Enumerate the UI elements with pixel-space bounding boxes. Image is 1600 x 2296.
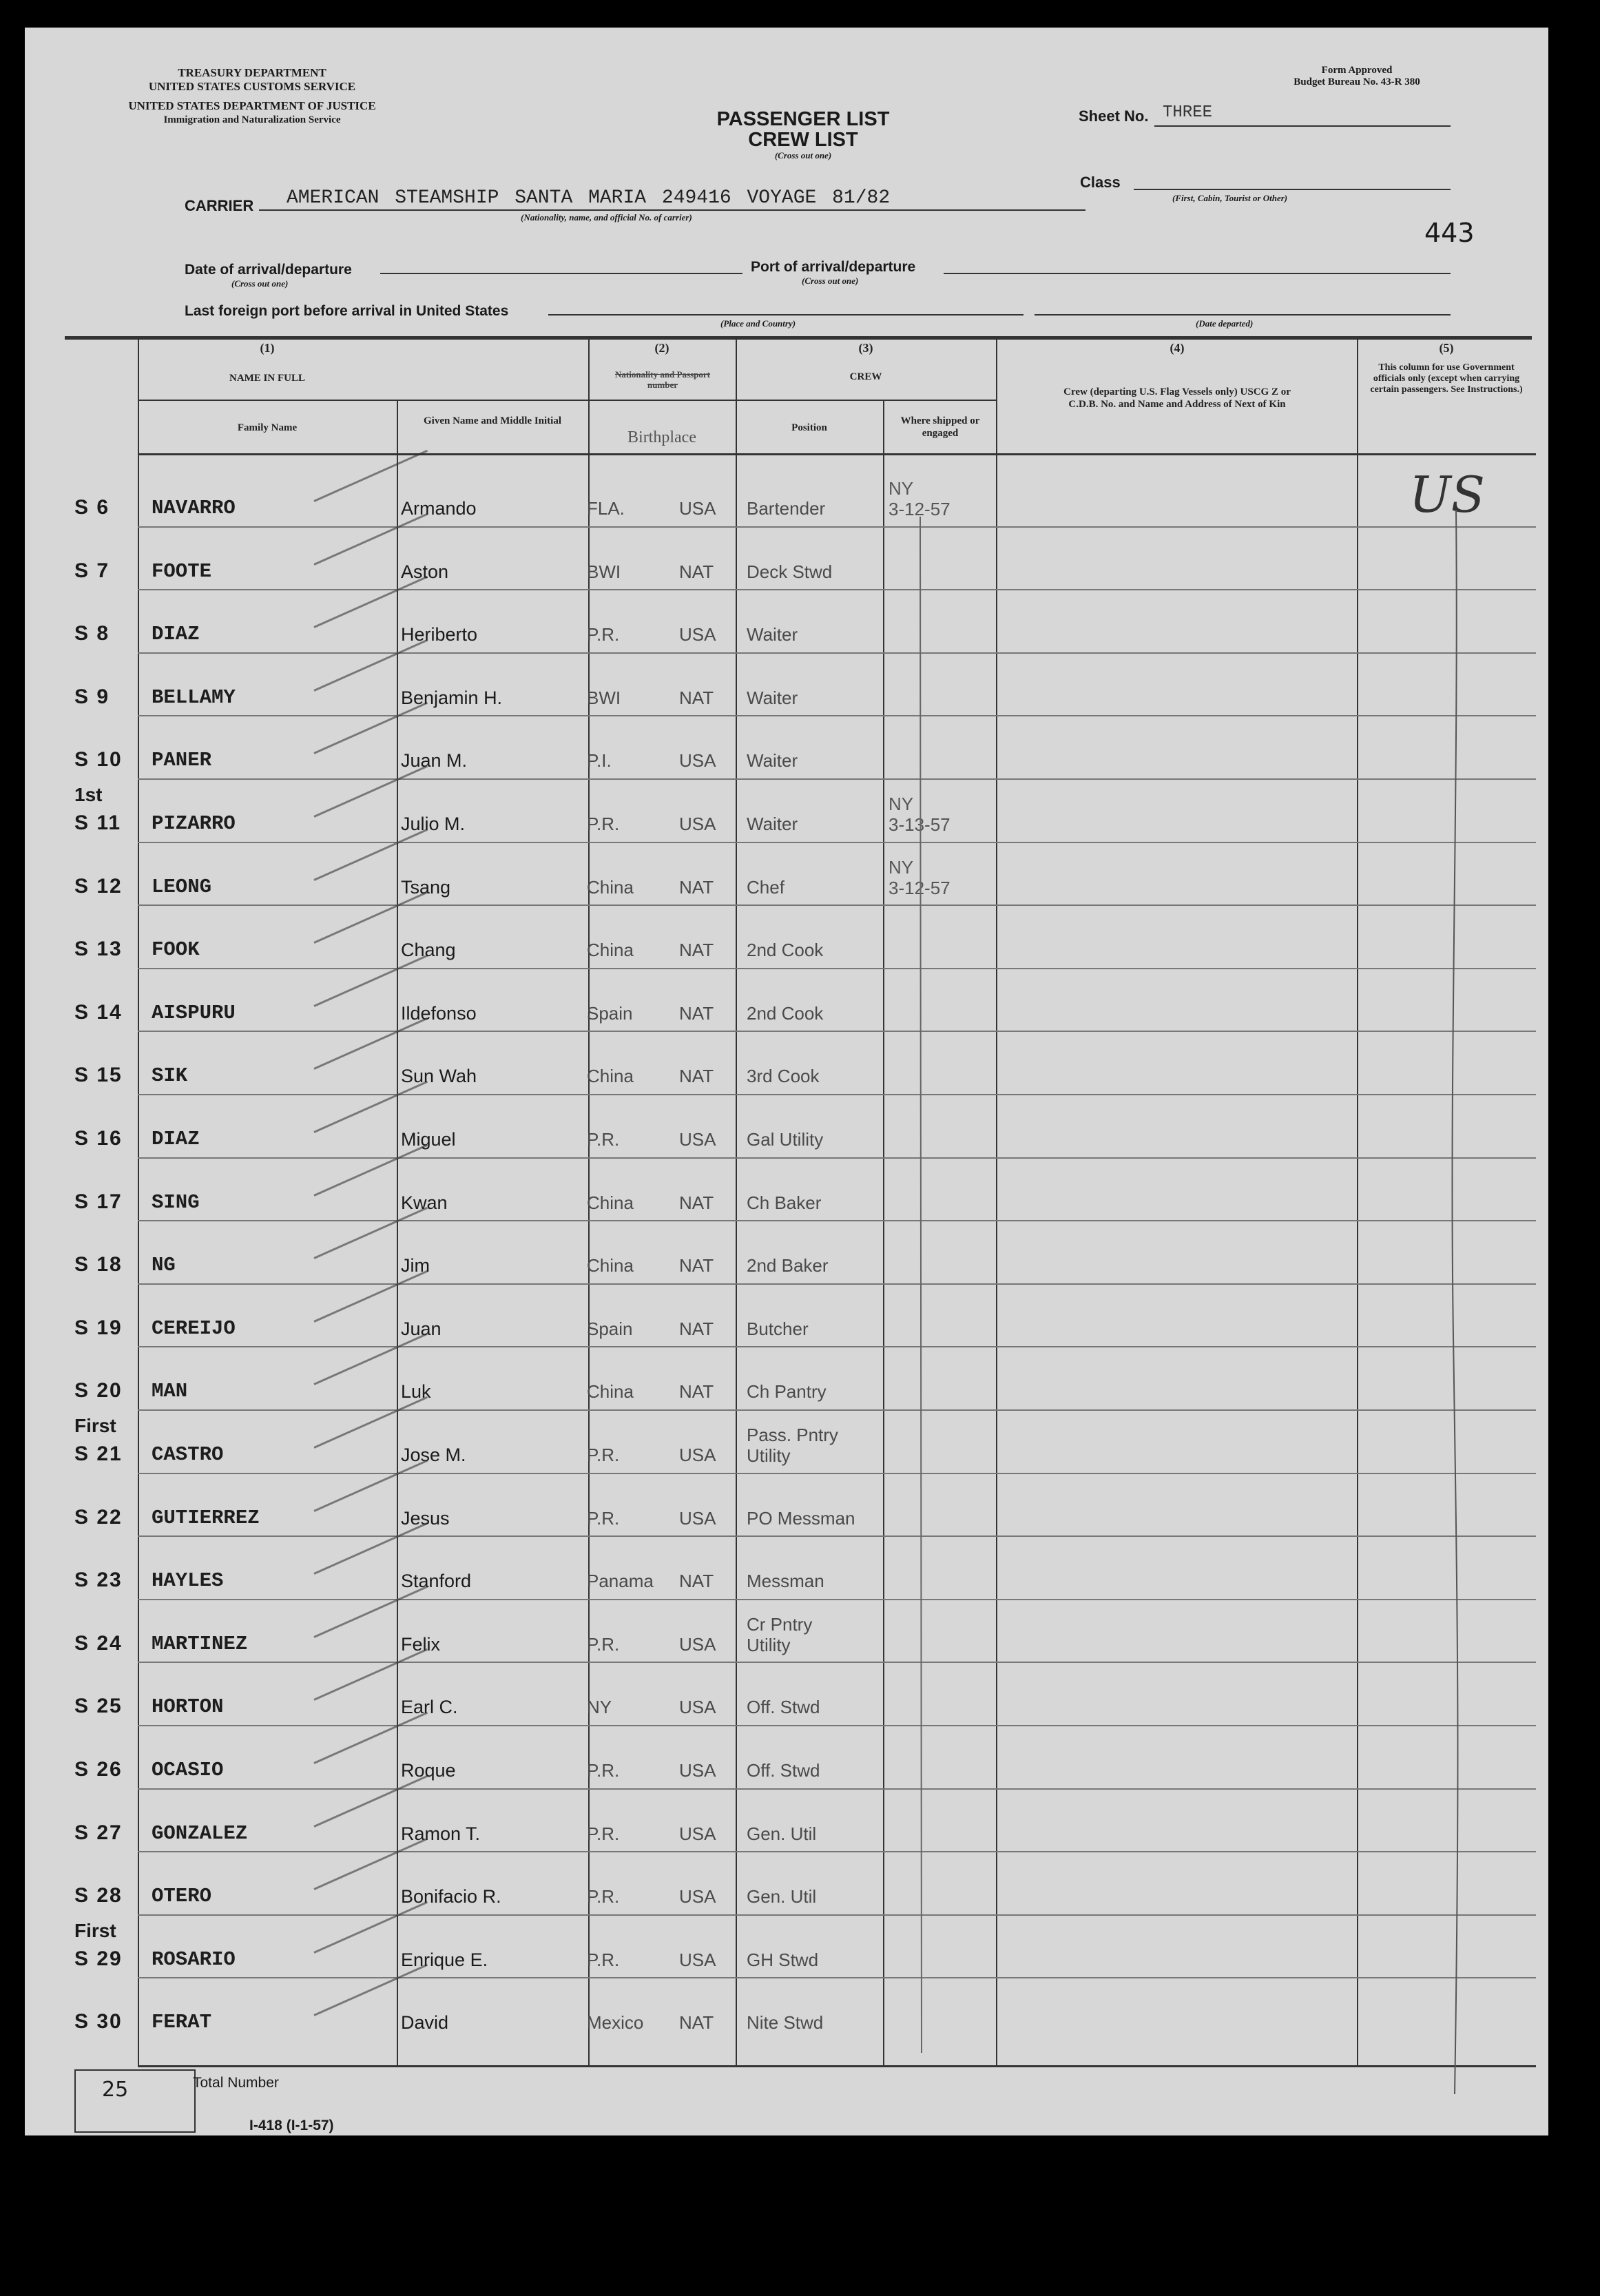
position: Chef [747,876,785,898]
family-name: CEREIJO [152,1316,236,1340]
position: Ch Baker [747,1192,822,1213]
family-name: AISPURU [152,1001,236,1024]
table-row [25,715,1548,778]
table-row [25,652,1548,716]
given-name: Juan M. [401,750,468,772]
nationality: NAT [679,1255,714,1276]
form-id: I-418 (I-1-57) [249,2118,334,2133]
nationality: USA [679,1445,716,1465]
dept-line: UNITED STATES DEPARTMENT OF JUSTICE [128,99,376,112]
col5-number: (5) [1439,341,1454,355]
birthplace: Spain [587,1318,633,1339]
table-row [25,968,1548,1031]
nationality: USA [679,1823,716,1844]
row-divider [138,1725,1536,1726]
nationality: NAT [679,1066,714,1087]
row-divider [138,1157,1536,1159]
given-name: Stanford [401,1571,472,1592]
given-name: Luk [401,1381,431,1403]
col2-birthplace: Birthplace [627,428,696,446]
table-row [25,1473,1548,1536]
table-row [25,1662,1548,1725]
row-divider [138,1851,1536,1852]
approval-block [1254,65,1460,88]
given-name: David [401,2012,449,2034]
table-bottom-border [138,2065,1536,2067]
officials-vertical-line [1444,510,1471,2094]
row-number: S 17 [74,1190,123,1213]
position: 3rd Cook [747,1066,820,1087]
row-note: First [74,1415,116,1436]
family-name: GUTIERREZ [152,1506,260,1529]
col1-title: NAME IN FULL [229,373,305,384]
birthplace: China [587,1255,634,1276]
family-name: NG [152,1254,176,1277]
birthplace: China [587,1381,634,1403]
birthplace: Spain [587,1002,633,1024]
position: Off. Stwd [747,1760,820,1781]
date-departed-note: (Date departed) [1196,318,1254,329]
given-name: Jose M. [401,1445,466,1465]
given-name: Aston [401,561,449,582]
row-number: S 29 [74,1947,123,1970]
birthplace: Mexico [587,2012,644,2034]
row-number: S 11 [74,811,122,834]
nationality: NAT [679,561,714,582]
form-approved: Form Approved [1321,65,1393,76]
table-row [25,1599,1548,1662]
row-divider [138,715,1536,716]
nationality: USA [679,1949,716,1970]
ditto-vertical-line [915,517,928,2053]
family-name: SIK [152,1064,188,1088]
position: Waiter [747,624,798,645]
family-name: MARTINEZ [152,1632,248,1655]
family-name: DIAZ [152,623,200,646]
table-top-border [65,336,1532,340]
position: GH Stwd [747,1949,819,1970]
nationality: USA [679,1760,716,1781]
title-crew: CREW LIST [748,129,858,151]
row-number: S 10 [74,748,123,772]
department-block [114,66,390,127]
table-row [25,526,1548,590]
place-note: (Place and Country) [720,318,796,329]
class-line [1134,189,1451,190]
position: Nite Stwd [747,2012,824,2034]
total-box [74,2069,196,2133]
col5-title: This column for use Government officials only (except when carrying certain passengers. See Instructions.) [1370,362,1523,395]
birthplace: FLA. [587,498,625,519]
family-name: FOOK [152,938,200,962]
where-shipped: NY 3-13-57 [889,794,950,835]
col2-title: Nationality and Passport number [615,369,710,390]
table-row [25,1914,1548,1978]
birthplace: P.I. [587,750,612,772]
family-name: OTERO [152,1885,212,1908]
header-divider [138,400,997,401]
given-name: Jesus [401,1507,450,1529]
row-number: S 28 [74,1884,123,1907]
nationality: NAT [679,1381,714,1403]
birthplace: P.R. [587,1886,620,1907]
birthplace: P.R. [587,1129,620,1150]
row-number: S 30 [74,2010,123,2034]
position: Cr Pntry Utility [747,1613,813,1655]
row-number: S 6 [74,496,110,519]
family-name: OCASIO [152,1759,224,1781]
row-number: S 27 [74,1821,123,1844]
family-name: NAVARRO [152,497,236,519]
family-name: DIAZ [152,1128,200,1150]
row-divider [138,778,1536,780]
position: 2nd Baker [747,1255,829,1276]
col4-title: Crew (departing U.S. Flag Vessels only) USCG Z or C.D.B. No. and Name and Address of Next of Kin [1063,386,1291,410]
table-row [25,589,1548,652]
position: Deck Stwd [747,561,833,582]
row-number: S 23 [74,1569,123,1592]
sheet-label: Sheet No. [1079,107,1149,125]
row-note: First [74,1919,116,1941]
given-name: Felix [401,1633,441,1655]
birthplace: P.R. [587,1445,620,1465]
row-divider [138,526,1536,528]
row-divider [138,1220,1536,1221]
family-name: ROSARIO [152,1947,236,1971]
table-row [25,1220,1548,1283]
family-name: FOOTE [152,559,212,583]
date-note: (Cross out one) [231,278,289,289]
position: Messman [747,1571,824,1592]
birthplace: P.R. [587,1633,620,1655]
date-label: Date of arrival/departure [185,262,352,278]
position: 2nd Cook [747,940,824,961]
row-number: S 12 [74,874,123,898]
nationality: NAT [679,2012,714,2034]
birthplace: China [587,1066,634,1087]
check-mark [313,450,428,502]
nationality: NAT [679,1192,714,1213]
row-divider [138,1599,1536,1600]
carrier-note: (Nationality, name, and official No. of carrier) [521,212,692,223]
nationality: USA [679,624,716,645]
col3-title: CREW [849,371,882,382]
title-passenger: PASSENGER LIST [716,108,890,130]
birthplace: China [587,940,634,961]
col-given-name: Given Name and Middle Initial [423,415,562,426]
table-row [25,1535,1548,1599]
birthplace: P.R. [587,1760,620,1781]
table-row [25,1409,1548,1473]
table-row [25,1788,1548,1852]
table-row [25,1283,1548,1347]
family-name: MAN [152,1380,188,1403]
nationality: USA [679,814,716,834]
nationality: USA [679,1129,716,1150]
dept-line: TREASURY DEPARTMENT [178,66,326,79]
given-name: Benjamin H. [401,687,503,708]
col3-number: (3) [858,341,873,355]
table-row [25,1977,1548,2040]
row-number: S 15 [74,1064,123,1087]
header-bottom-border [138,453,1536,455]
given-name: Heriberto [401,624,478,645]
given-name: Bonifacio R. [401,1886,501,1907]
row-divider [138,589,1536,590]
position: Ch Pantry [747,1381,827,1403]
row-number: S 16 [74,1127,123,1150]
nationality: NAT [679,876,714,898]
row-number: S 9 [74,685,110,708]
row-divider [138,1535,1536,1537]
row-divider [138,968,1536,969]
row-divider [138,842,1536,843]
officials-mark: US [1409,466,1486,524]
family-name: FERAT [152,2011,212,2034]
position: Butcher [747,1318,809,1339]
birthplace: Panama [587,1571,654,1592]
position: Bartender [747,498,826,519]
nationality: NAT [679,687,714,708]
given-name: Armando [401,498,477,519]
where-shipped: NY 3-12-57 [889,478,950,519]
row-divider [138,652,1536,654]
given-name: Enrique E. [401,1949,488,1970]
total-label: Total Number [193,2075,279,2091]
given-name: Sun Wah [401,1066,477,1087]
birthplace: NY [587,1697,612,1718]
table-row [25,842,1548,905]
sheet-line [1154,125,1451,127]
table-row [25,778,1548,842]
row-divider [138,1346,1536,1347]
family-name: CASTRO [152,1443,224,1466]
table-row [25,1851,1548,1914]
col-family-name: Family Name [237,422,298,433]
table-row [25,463,1548,526]
row-number: S 19 [74,1316,123,1339]
last-port-label: Last foreign port before arrival in United States [185,303,509,319]
row-divider [138,1788,1536,1790]
crew-list-form [25,28,1548,2135]
budget-number: Budget Bureau No. 43-R 380 [1293,76,1420,87]
birthplace: P.R. [587,814,620,834]
row-divider [138,1283,1536,1285]
given-name: Roque [401,1760,456,1781]
birthplace: P.R. [587,1949,620,1970]
dept-line: UNITED STATES CUSTOMS SERVICE [148,80,356,93]
date-line [380,273,742,274]
birthplace: BWI [587,687,621,708]
given-name: Ildefonso [401,1002,477,1024]
col4-number: (4) [1170,341,1185,355]
total-value: 25 [102,2078,129,2102]
row-number: S 26 [74,1758,123,1781]
date-departed-line [1035,314,1451,316]
row-divider [138,1473,1536,1474]
nationality: NAT [679,1571,714,1592]
row-number: S 13 [74,938,123,961]
row-number: S 7 [74,559,110,582]
class-label: Class [1080,174,1121,191]
title-note: (Cross out one) [774,150,832,161]
row-number: S 8 [74,622,110,645]
birthplace: P.R. [587,1507,620,1529]
position: Waiter [747,750,798,772]
given-name: Earl C. [401,1697,458,1718]
nationality: USA [679,750,716,772]
carrier-value: AMERICAN STEAMSHIP SANTA MARIA 249416 VOYAGE 81/82 [287,187,891,209]
family-name: PANER [152,749,212,772]
table-row [25,904,1548,968]
row-divider [138,1409,1536,1411]
given-name: Jim [401,1255,430,1276]
nationality: USA [679,1633,716,1655]
position: Waiter [747,687,798,708]
position: Gal Utility [747,1129,824,1150]
col1-number: (1) [260,341,275,355]
family-name: GONZALEZ [152,1821,248,1845]
position: PO Messman [747,1507,855,1529]
family-name: PIZARRO [152,812,236,835]
given-name: Miguel [401,1129,456,1150]
carrier-label: CARRIER [185,197,254,214]
given-name: Ramon T. [401,1823,481,1844]
family-name: BELLAMY [152,685,236,709]
table-row [25,1094,1548,1157]
row-number: S 14 [74,1000,123,1024]
position: Gen. Util [747,1823,817,1844]
row-number: S 25 [74,1695,123,1718]
row-divider [138,1662,1536,1663]
nationality: USA [679,1886,716,1907]
given-name: Tsang [401,876,451,898]
given-name: Julio M. [401,814,466,834]
birthplace: P.R. [587,624,620,645]
family-name: SING [152,1190,200,1214]
row-note: 1st [74,784,103,805]
class-note: (First, Cabin, Tourist or Other) [1172,193,1288,203]
row-number: S 24 [74,1631,123,1655]
row-divider [138,1914,1536,1916]
position: Off. Stwd [747,1697,820,1718]
given-name: Juan [401,1318,441,1339]
birthplace: P.R. [587,1823,620,1844]
port-label: Port of arrival/departure [751,259,916,275]
col2-number: (2) [654,341,669,355]
nationality: USA [679,1697,716,1718]
carrier-line [259,209,1085,211]
row-divider [138,1031,1536,1032]
stamp-number: 443 [1424,218,1475,248]
birthplace: China [587,1192,634,1213]
nationality: NAT [679,1318,714,1339]
table-row [25,1725,1548,1788]
col-position: Position [791,422,827,433]
given-name: Kwan [401,1192,448,1213]
row-number: S 18 [74,1253,123,1276]
row-number: S 22 [74,1505,123,1529]
row-divider [138,1977,1536,1978]
row-number: S 20 [74,1379,123,1403]
family-name: LEONG [152,875,212,898]
row-number: S 21 [74,1442,123,1465]
position: Gen. Util [747,1886,817,1907]
nationality: USA [679,1507,716,1529]
col-where-shipped: Where shipped or engaged [900,415,980,439]
last-port-line [548,314,1024,316]
where-shipped: NY 3-12-57 [889,856,950,898]
nationality: NAT [679,1002,714,1024]
table-row [25,1031,1548,1094]
form-title [686,109,920,161]
sheet-value: THREE [1163,103,1213,122]
table-row [25,1157,1548,1221]
family-name: HAYLES [152,1569,224,1593]
given-name: Chang [401,940,456,961]
port-line [944,273,1451,274]
nationality: USA [679,498,716,519]
row-divider [138,1094,1536,1095]
port-note: (Cross out one) [802,276,859,286]
position: 2nd Cook [747,1002,824,1024]
birthplace: BWI [587,561,621,582]
position: Waiter [747,814,798,834]
nationality: NAT [679,940,714,961]
table-row [25,1346,1548,1409]
family-name: HORTON [152,1695,224,1719]
birthplace: China [587,876,634,898]
row-divider [138,904,1536,906]
dept-line: Immigration and Naturalization Service [163,114,341,125]
position: Pass. Pntry Utility [747,1425,838,1466]
